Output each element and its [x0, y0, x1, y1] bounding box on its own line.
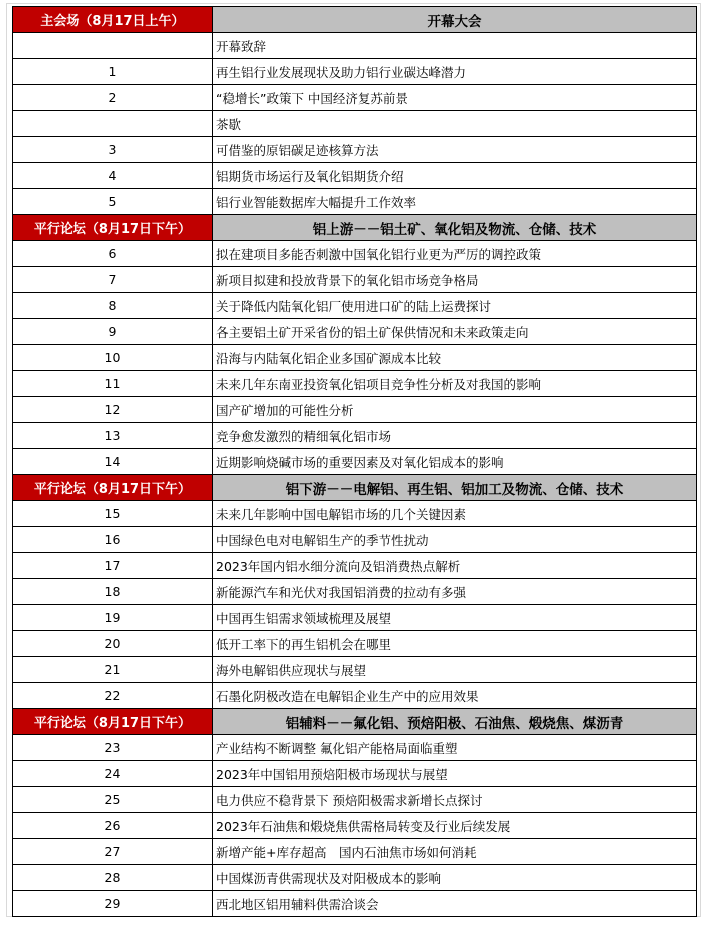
item-number: 24 [13, 761, 213, 787]
table-row [13, 267, 697, 293]
item-topic: 拟在建项目多能否刺激中国氧化铝行业更为严厉的调控政策 [213, 241, 697, 267]
table-row [13, 423, 697, 449]
table-row [13, 631, 697, 657]
table-row [13, 397, 697, 423]
section-title: 铝下游－－电解铝、再生铝、铝加工及物流、仓储、技术 [213, 475, 697, 501]
item-number: 29 [13, 891, 213, 917]
table-row [13, 345, 697, 371]
table-row [13, 319, 697, 345]
table-row [13, 813, 697, 839]
item-topic: 中国煤沥青供需现状及对阳极成本的影响 [213, 865, 697, 891]
item-number: 1 [13, 59, 213, 85]
section-label: 平行论坛（8月17日下午） [13, 215, 213, 241]
section-label: 平行论坛（8月17日下午） [13, 475, 213, 501]
item-number: 10 [13, 345, 213, 371]
item-topic: 可借鉴的原铝碳足迹核算方法 [213, 137, 697, 163]
item-number: 9 [13, 319, 213, 345]
item-topic: 低开工率下的再生铝机会在哪里 [213, 631, 697, 657]
table-row [13, 59, 697, 85]
item-topic: 西北地区铝用辅料供需洽谈会 [213, 891, 697, 917]
item-topic: “稳增长”政策下 中国经济复苏前景 [213, 85, 697, 111]
table-row [13, 371, 697, 397]
agenda-body [13, 7, 697, 917]
item-topic: 2023年国内铝水细分流向及铝消费热点解析 [213, 553, 697, 579]
item-number: 27 [13, 839, 213, 865]
item-number: 8 [13, 293, 213, 319]
item-number: 3 [13, 137, 213, 163]
item-number: 15 [13, 501, 213, 527]
item-topic: 开幕致辞 [213, 33, 697, 59]
item-number: 16 [13, 527, 213, 553]
item-topic: 铝行业智能数据库大幅提升工作效率 [213, 189, 697, 215]
item-topic: 近期影响烧碱市场的重要因素及对氧化铝成本的影响 [213, 449, 697, 475]
item-number: 20 [13, 631, 213, 657]
item-topic: 沿海与内陆氧化铝企业多国矿源成本比较 [213, 345, 697, 371]
item-number: 5 [13, 189, 213, 215]
table-row [13, 189, 697, 215]
item-number [13, 33, 213, 59]
table-row [13, 527, 697, 553]
item-number [13, 111, 213, 137]
item-number: 23 [13, 735, 213, 761]
item-topic: 关于降低内陆氧化铝厂使用进口矿的陆上运费探讨 [213, 293, 697, 319]
item-topic: 新能源汽车和光伏对我国铝消费的拉动有多强 [213, 579, 697, 605]
table-row [13, 657, 697, 683]
item-topic: 各主要铝土矿开采省份的铝土矿保供情况和未来政策走向 [213, 319, 697, 345]
table-row [13, 761, 697, 787]
item-topic: 国产矿增加的可能性分析 [213, 397, 697, 423]
item-topic: 电力供应不稳背景下 预焙阳极需求新增长点探讨 [213, 787, 697, 813]
table-row [13, 605, 697, 631]
item-topic: 海外电解铝供应现状与展望 [213, 657, 697, 683]
item-topic: 中国再生铝需求领域梳理及展望 [213, 605, 697, 631]
item-number: 13 [13, 423, 213, 449]
section-header-row [13, 215, 697, 241]
item-topic: 未来几年东南亚投资氧化铝项目竞争性分析及对我国的影响 [213, 371, 697, 397]
item-number: 28 [13, 865, 213, 891]
section-title: 开幕大会 [213, 7, 697, 33]
item-number: 21 [13, 657, 213, 683]
item-number: 17 [13, 553, 213, 579]
item-number: 12 [13, 397, 213, 423]
item-number: 6 [13, 241, 213, 267]
section-title: 铝上游－－铝土矿、氧化铝及物流、仓储、技术 [213, 215, 697, 241]
item-topic: 铝期货市场运行及氧化铝期货介绍 [213, 163, 697, 189]
item-number: 4 [13, 163, 213, 189]
table-row [13, 891, 697, 917]
item-topic: 新增产能+库存超高 国内石油焦市场如何消耗 [213, 839, 697, 865]
item-number: 18 [13, 579, 213, 605]
section-title: 铝辅料－－氟化铝、预焙阳极、石油焦、煅烧焦、煤沥青 [213, 709, 697, 735]
table-row [13, 501, 697, 527]
table-row [13, 137, 697, 163]
section-header-row [13, 475, 697, 501]
table-row [13, 839, 697, 865]
item-number: 26 [13, 813, 213, 839]
section-header-row [13, 7, 697, 33]
item-number: 22 [13, 683, 213, 709]
table-row [13, 579, 697, 605]
item-number: 25 [13, 787, 213, 813]
table-row [13, 163, 697, 189]
item-number: 11 [13, 371, 213, 397]
item-topic: 产业结构不断调整 氟化铝产能格局面临重塑 [213, 735, 697, 761]
item-topic: 再生铝行业发展现状及助力铝行业碳达峰潜力 [213, 59, 697, 85]
item-number: 2 [13, 85, 213, 111]
item-topic: 茶歇 [213, 111, 697, 137]
table-row [13, 683, 697, 709]
agenda-table [12, 6, 697, 917]
section-label: 主会场（8月17日上午） [13, 7, 213, 33]
item-number: 7 [13, 267, 213, 293]
item-topic: 2023年中国铝用预焙阳极市场现状与展望 [213, 761, 697, 787]
section-header-row [13, 709, 697, 735]
item-number: 14 [13, 449, 213, 475]
item-topic: 2023年石油焦和煅烧焦供需格局转变及行业后续发展 [213, 813, 697, 839]
table-row [13, 293, 697, 319]
item-topic: 石墨化阴极改造在电解铝企业生产中的应用效果 [213, 683, 697, 709]
item-topic: 未来几年影响中国电解铝市场的几个关键因素 [213, 501, 697, 527]
table-row [13, 241, 697, 267]
item-topic: 中国绿色电对电解铝生产的季节性扰动 [213, 527, 697, 553]
item-topic: 新项目拟建和投放背景下的氧化铝市场竞争格局 [213, 267, 697, 293]
table-row [13, 85, 697, 111]
table-row [13, 33, 697, 59]
table-row [13, 553, 697, 579]
item-topic: 竞争愈发激烈的精细氧化铝市场 [213, 423, 697, 449]
item-number: 19 [13, 605, 213, 631]
table-row [13, 449, 697, 475]
table-row [13, 865, 697, 891]
table-row [13, 735, 697, 761]
table-row [13, 787, 697, 813]
section-label: 平行论坛（8月17日下午） [13, 709, 213, 735]
table-row [13, 111, 697, 137]
